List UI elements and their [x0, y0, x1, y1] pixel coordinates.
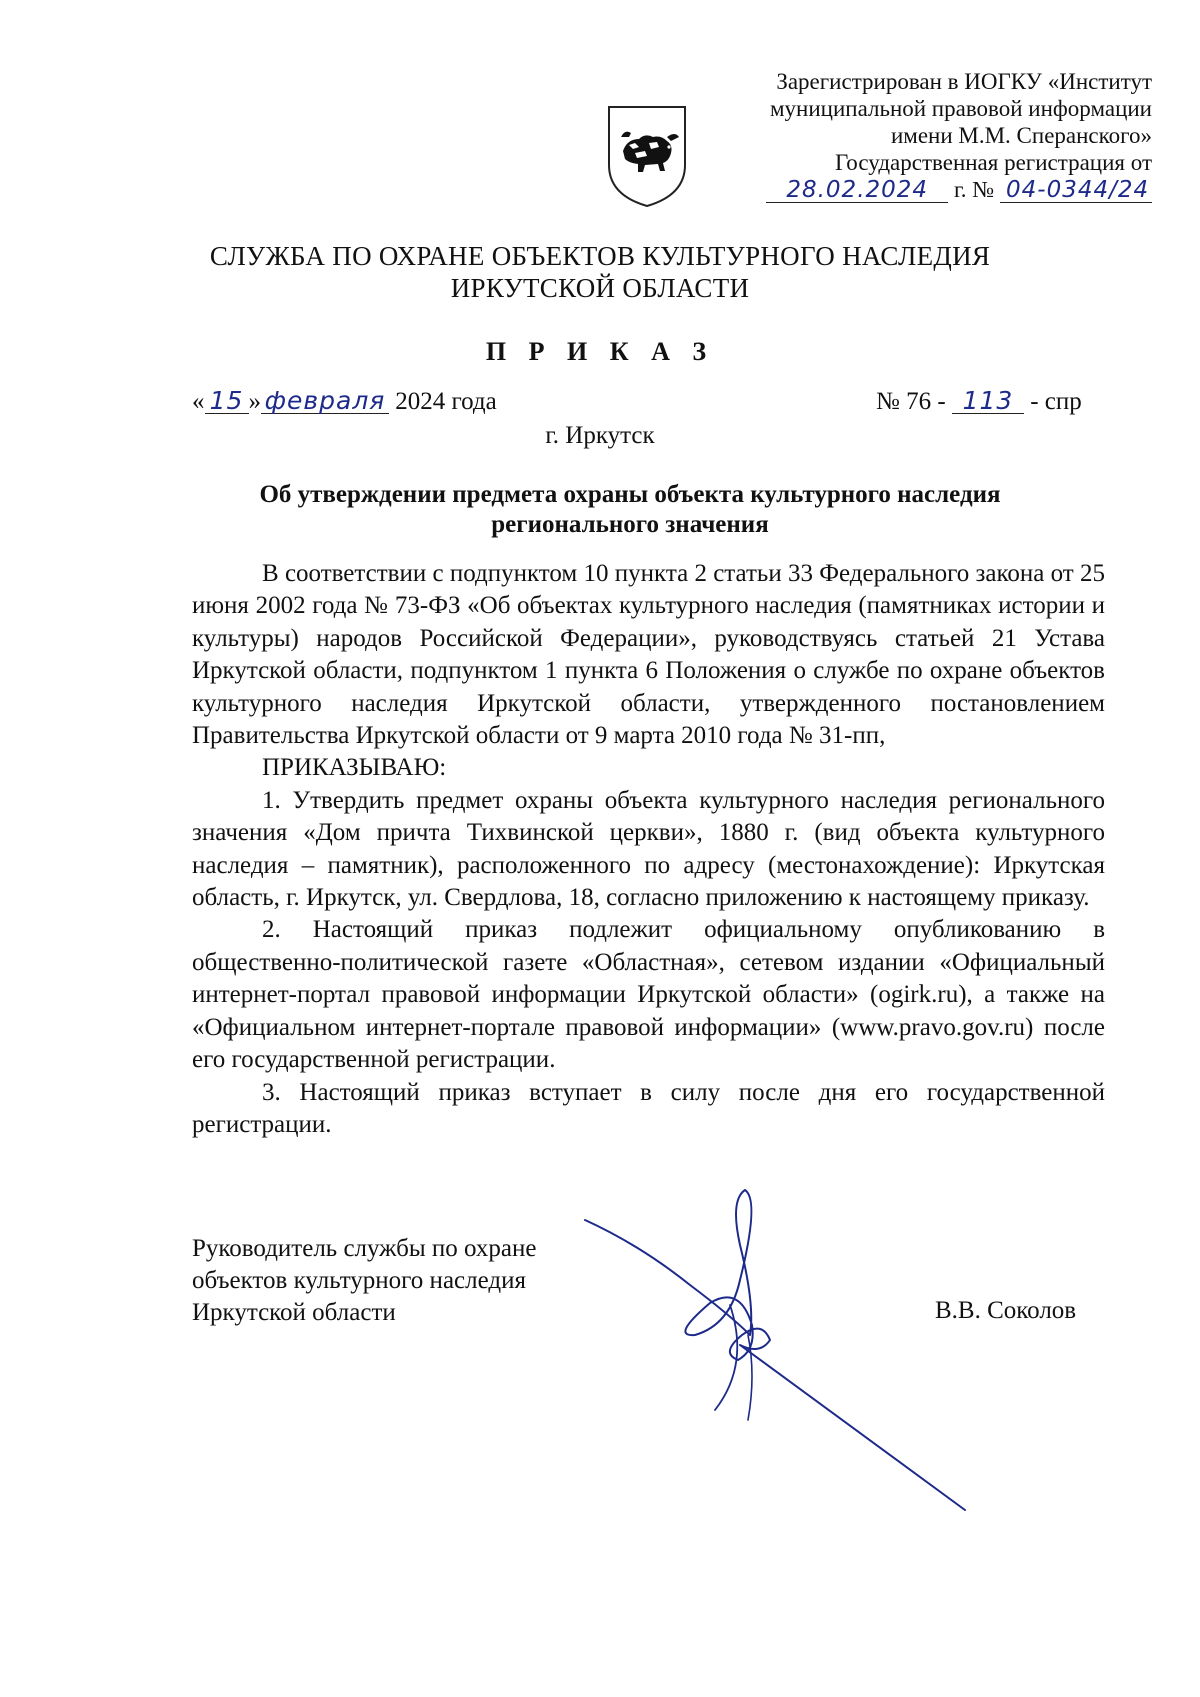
registration-stamp: [700, 68, 1152, 203]
signatory-position: [192, 1233, 536, 1329]
position-line-3: Иркутской области: [192, 1299, 396, 1326]
organization-line-2: ИРКУТСКОЙ ОБЛАСТИ: [450, 273, 750, 303]
order-item-2: 2. Настоящий приказ подлежит официальному опубликованию в общественно-политической газете «Областная», сетевом издании «Официальный интернет-портал правовой информации Иркутской области» (ogirk.ru), а также на «Официальном интернет-портале правовой информации» (www.pravo.gov.ru) после его государственной регистрации.: [192, 916, 1105, 1074]
preamble-paragraph: В соответствии с подпунктом 10 пункта 2 статьи 33 Федерального закона от 25 июня 2002 года № 73-ФЗ «Об объектах культурного наследия (памятниках истории и культуры) народов Российской Федерации», руководствуясь статьей 21 Устава Иркутской области, подпунктом 1 пункта 6 Положения о службе по охране объектов культурного наследия Иркутской области, утвержденного постановлением Правительства Иркутской области от 9 марта 2010 года № 31-пп,: [192, 560, 1105, 750]
registration-line-4: Государственная регистрация от: [835, 150, 1152, 175]
document-year: 2024 года: [395, 388, 497, 415]
signatory-name: В.В. Соколов: [935, 1297, 1077, 1324]
registration-line-2: муниципальной правовой информации: [769, 96, 1152, 121]
registration-date-number: [700, 176, 1152, 203]
document-body: [192, 558, 1105, 1141]
document-number-suffix: - спр: [1030, 388, 1082, 415]
irkutsk-coat-of-arms-icon: [605, 103, 689, 209]
position-line-2: объектов культурного наследия: [192, 1267, 526, 1294]
registration-number: 04-0344/24: [1000, 178, 1152, 203]
heading-line-1: Об утверждении предмета охраны объекта культурного наследия: [259, 481, 1001, 508]
document-number-value: 113: [952, 389, 1024, 414]
registration-year-suffix: г. №: [953, 177, 995, 202]
document-date: « 15 » февраля 2024 года: [192, 386, 497, 415]
document-month: февраля: [261, 389, 389, 414]
registration-line-3: имени М.М. Сперанского»: [890, 123, 1152, 148]
order-item-3: 3. Настоящий приказ вступает в силу после дня его государственной регистрации.: [192, 1078, 1105, 1138]
document-number-prefix: № 76 -: [876, 388, 946, 415]
heading-line-2: регионального значения: [491, 511, 769, 538]
handwritten-signature: [580, 1185, 970, 1515]
document-number: [876, 388, 1082, 416]
document-type: П Р И К А З: [485, 337, 715, 366]
order-word: ПРИКАЗЫВАЮ:: [262, 754, 447, 782]
document-city: г. Иркутск: [545, 422, 655, 449]
document-heading: [190, 480, 1070, 540]
registration-line-1: Зарегистрирован в ИОГКУ «Институт: [776, 69, 1152, 94]
order-item-1: 1. Утвердить предмет охраны объекта культурного наследия регионального значения «Дом причта Тихвинской церкви», 1880 г. (вид объекта культурного наследия – памятник), расположенного по адресу (местонахождение): Иркутская область, г. Иркутск, ул. Свердлова, 18, согласно приложению к настоящему приказу.: [192, 786, 1105, 912]
organization-name: [100, 240, 1100, 304]
registration-date: 28.02.2024: [766, 178, 948, 203]
document-day: 15: [205, 389, 249, 414]
organization-line-1: СЛУЖБА ПО ОХРАНЕ ОБЪЕКТОВ КУЛЬТУРНОГО НАСЛЕДИЯ: [209, 241, 991, 271]
position-line-1: Руководитель службы по охране: [192, 1235, 537, 1262]
